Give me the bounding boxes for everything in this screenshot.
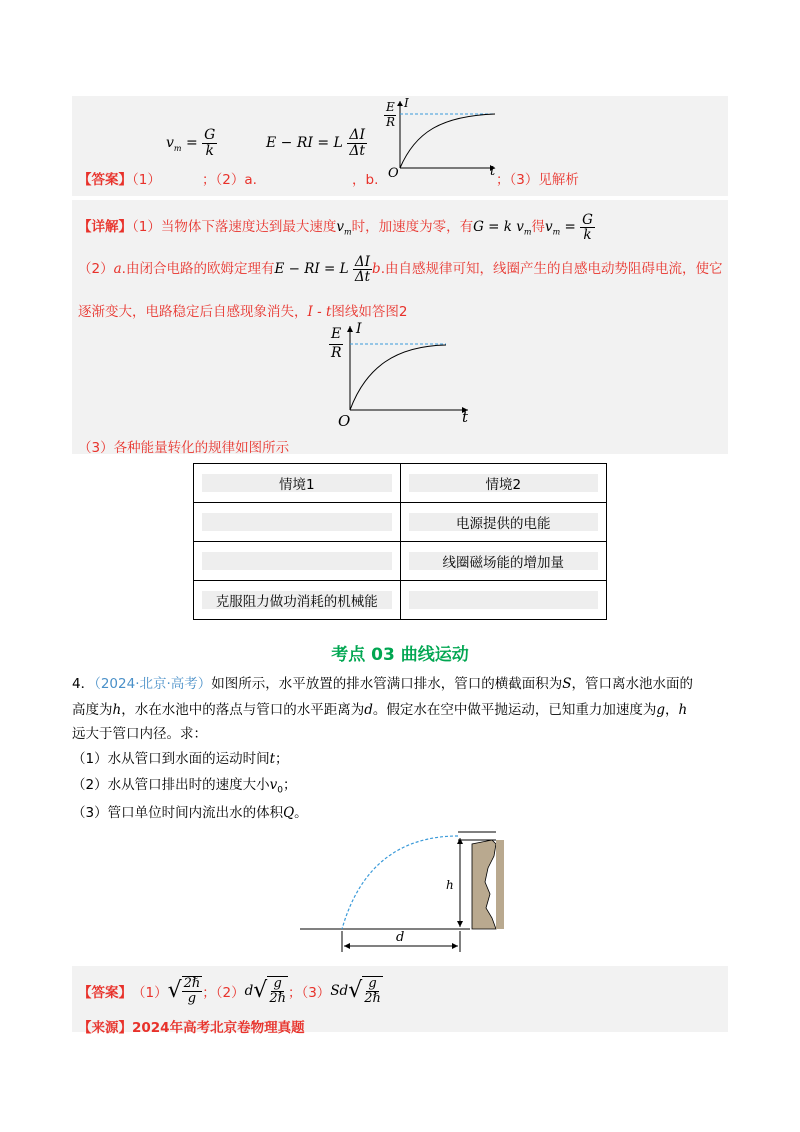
answer-line-bottom: 【答案】 （1） √ $\frac{\text{2ℏ}}{g}$ ；（2） d √ $\frac{g}{\text{2ℏ}}$ ；（3） Sd √ $\frac{g}{\text{2ℏ}}$	[78, 976, 381, 1006]
answer-line-top: 【答案】（1）	[78, 172, 161, 188]
energy-table	[193, 463, 607, 620]
answer-sep1: ；（2）a.	[202, 172, 257, 188]
question-line-3: 远大于管口内径。求：	[72, 726, 207, 742]
graph-large-I: I	[356, 321, 362, 337]
graph-large-t: t	[462, 408, 469, 426]
table-header-cell: 情境2	[400, 464, 607, 503]
graph-small-R: R	[386, 115, 396, 129]
question-sub-1: （1）水从管口到水面的运动时间t；	[72, 751, 289, 767]
detail-line-2: （2）a.由闭合电路的欧姆定理有E − RI = L $\frac{\Delta I}{\Delta t}$ b.由自感规律可知，线圈产生的自感电动势阻碍电流，使它	[78, 254, 723, 286]
table-cell	[194, 503, 401, 542]
table-row	[194, 581, 607, 620]
graph-small-I: I	[404, 96, 409, 110]
graph-large-R: R	[331, 345, 342, 361]
table-cell	[194, 542, 401, 581]
question-sub-2: （2）水从管口排出时的速度大小$v_0$；	[72, 777, 297, 796]
table-cell: 电源提供的电能	[400, 503, 607, 542]
detail-line-1: 【详解】（1）当物体下落速度达到最大速度$v_m$时，加速度为零，有G = k $v_m$得$v_m$ = $\frac{G}{k}$	[78, 212, 593, 244]
figure-d-label: d	[396, 930, 405, 945]
answer-p3: ；（3）见解析	[496, 172, 579, 188]
question-sub-3: （3）管口单位时间内流出水的体积Q。	[72, 805, 308, 821]
answer-sep2: ，b.	[352, 172, 379, 188]
graph-small-O: O	[388, 166, 399, 181]
table-row	[194, 503, 607, 542]
graph-small-t: t	[490, 164, 496, 179]
table-cell: 克服阻力做功消耗的机械能	[194, 581, 401, 620]
detail-line-4: （3）各种能量转化的规律如图所示	[78, 440, 290, 456]
table-row	[194, 464, 607, 503]
detail-line-3: 逐渐变大，电路稳定后自感现象消失，I - t图线如答图2	[78, 304, 408, 320]
graph-small-E: E	[386, 100, 395, 114]
vm-equation: $v_m$ = $\frac{G}{k}$	[166, 127, 216, 159]
graph-large-O: O	[338, 412, 351, 430]
question-line-1: 4．（2024·北京·高考）如图所示，水平放置的排水管满口排水，管口的横截面积为S，管口离水池水面的	[72, 676, 694, 692]
section-title: 考点 03 曲线运动	[331, 645, 469, 665]
table-header-cell: 情境1	[194, 464, 401, 503]
table-row	[194, 542, 607, 581]
table-cell	[400, 581, 607, 620]
source-line: 【来源】2024年高考北京卷物理真题	[78, 1020, 305, 1036]
graph-large-E: E	[331, 326, 342, 342]
table-cell: 线圈磁场能的增加量	[400, 542, 607, 581]
emf-equation: E − RI = L $\frac{\Delta I}{\Delta t}$	[266, 127, 366, 159]
question-line-2: 高度为h，水在水池中的落点与管口的水平距离为d。假定水在空中做平抛运动，已知重力加速度为g，h	[72, 702, 688, 718]
figure-h-label: h	[446, 878, 454, 892]
drain-pipe-figure	[300, 826, 510, 954]
